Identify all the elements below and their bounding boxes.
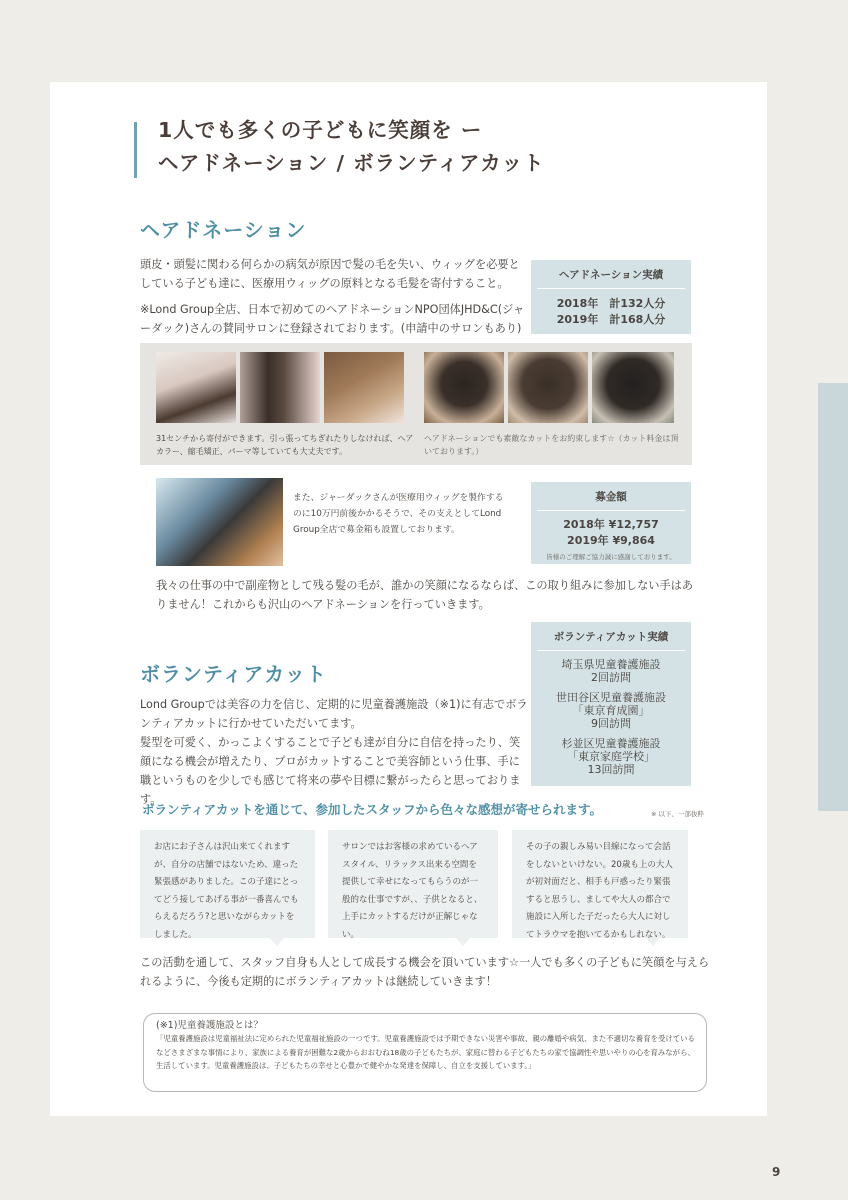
volunteer-results-box bbox=[531, 622, 691, 786]
volunteer-results-title: ボランティアカット実績 bbox=[537, 622, 685, 651]
photo-caption-right: ヘアドネーションでも素敵なカットをお約束します☆（カット料金は頂いております。） bbox=[424, 434, 679, 456]
hair-donation-closing: 我々の仕事の中で副産物として残る髪の毛が、誰かの笑顔になるならば、この取り組みに参加しない手はありません！これからも沢山のヘアドネーションを行っていきます。 bbox=[156, 579, 694, 611]
photo-cut-hair-bundles bbox=[156, 352, 236, 423]
volunteer-cut-purpose: 髪型を可愛く、かっこよくすることで子ども達が自分に自信を持ったり、笑顔になる機会が増えたり、プロがカットすることで美容師という仕事、手に職というものを少しでも感じて将来の夢や目標に繋がったらと思っております。 bbox=[140, 736, 521, 806]
facility-subname: 「東京家庭学校」 bbox=[567, 750, 655, 763]
hair-donation-heading: ヘアドネーション bbox=[140, 218, 307, 242]
photo-long-hair bbox=[324, 352, 404, 423]
fund-2018: 2018年 ¥12,757 bbox=[563, 518, 659, 531]
visit-count: 13回訪問 bbox=[587, 763, 635, 776]
photo-caption-left: 31センチから寄付ができます。引っ張ってちぎれたりしなければ、ヘアカラー、縮毛矯正、パーマ等していても大丈夫です。 bbox=[156, 434, 414, 456]
bubble-tail bbox=[646, 938, 660, 946]
page-number: 9 bbox=[772, 1165, 781, 1179]
hair-donation-note: ※Lond Group全店、日本で初めてのヘアドネーションNPO団体JHD&C(ジャーダック)さんの賛同サロンに登録されております。(申請中のサロンもあり) bbox=[140, 303, 525, 335]
visit-count: 9回訪問 bbox=[591, 717, 631, 730]
fund-box-title: 募金額 bbox=[537, 482, 685, 511]
facility-name: 世田谷区児童養護施設 bbox=[556, 691, 666, 704]
hair-donation-results-title: ヘアドネーション実績 bbox=[537, 260, 685, 289]
fund-box bbox=[531, 482, 691, 564]
title-accent-bar bbox=[134, 122, 137, 178]
fund-2019: 2019年 ¥9,864 bbox=[567, 534, 655, 547]
visit-count: 2回訪問 bbox=[591, 671, 631, 684]
hair-donation-results-box bbox=[531, 260, 691, 334]
photo-hair-tied bbox=[240, 352, 320, 423]
title-line-1: 1人でも多くの子どもに笑顔を ー bbox=[158, 118, 483, 142]
facility-name: 杉並区児童養護施設 bbox=[561, 737, 661, 750]
volunteer-cut-closing: この活動を通して、スタッフ自身も人として成長する機会を頂いています☆一人でも多くの子どもに笑顔を与えられるように、今後も定期的にボランティアカットは継続していきます！ bbox=[140, 956, 710, 988]
hair-donation-description: 頭皮・頭髪に関わる何らかの病気が原因で髪の毛を失い、ウィッグを必要としている子ども達に、医療用ウィッグの原料となる毛髪を寄付すること。 bbox=[140, 258, 520, 290]
page-title bbox=[158, 114, 545, 180]
volunteer-cut-intro: Lond Groupでは美容の力を信じ、定期的に児童養護施設（※1)に有志でボランティアカットに行かせていただいてます。 bbox=[140, 698, 528, 730]
facility-subname: 「東京育成園」 bbox=[572, 704, 650, 717]
volunteer-result-setagaya bbox=[531, 691, 691, 730]
fund-note: また、ジャーダックさんが医療用ウィッグを製作するのに10万円前後かかるそうで、その支えとしてLond Group全店で募金箱も設置しております。 bbox=[293, 493, 504, 535]
impression-text: その子の親しみ易い目線になって会話をしないといけない。20歳も上の大人が初対面だと、相手も戸惑ったり緊張すると思うし、ましてや大人の都合で施設に入所した子だったら大人に対してトラウマを抱いてるかもしれない。 bbox=[526, 842, 673, 940]
impressions-note: ※ 以下、一部抜粋 bbox=[651, 810, 705, 818]
impressions-heading: ボランティアカットを通じて、参加したスタッフから色々な感想が寄せられます。 bbox=[142, 802, 603, 817]
photo-bob-cut-short bbox=[592, 352, 674, 423]
fund-thanks-note: 皆様のご理解ご協力誠に感謝しております。 bbox=[546, 553, 676, 561]
impression-text: サロンではお客様の求めているヘアスタイル、リラックス出来る空間を提供して幸せになってもらうのが一般的な仕事ですが、、子供となると、上手にカットするだけが正解じゃない。 bbox=[342, 842, 483, 940]
footnote-box bbox=[143, 1013, 707, 1092]
impression-text: お店にお子さんは沢山来てくれますが、自分の店舗ではないため、違った緊張感がありました。この子達にとってどう接してあげる事が一番喜んでもらえるだろう?と思いながらカットをしました。 bbox=[154, 842, 299, 940]
side-tab-strip bbox=[818, 383, 848, 811]
volunteer-cut-heading: ボランティアカット bbox=[140, 662, 327, 686]
photo-bob-cut-back bbox=[424, 352, 504, 423]
bubble-tail bbox=[270, 938, 284, 946]
speech-bubble bbox=[512, 830, 688, 938]
title-line-2: ヘアドネーション / ボランティアカット bbox=[158, 151, 545, 175]
speech-bubble bbox=[140, 830, 315, 938]
hair-donation-result-2018: 2018年 計132人分 bbox=[556, 297, 666, 310]
bubble-tail bbox=[456, 938, 470, 946]
facility-name: 埼玉県児童養護施設 bbox=[561, 658, 661, 671]
footnote-title: (※1)児童養護施設とは？ bbox=[156, 1020, 263, 1031]
photo-donation-box bbox=[156, 478, 283, 566]
photo-bob-cut-wavy bbox=[508, 352, 588, 423]
volunteer-result-saitama bbox=[531, 658, 691, 684]
speech-bubble bbox=[328, 830, 498, 938]
footnote-body: 「児童養護施設は児童福祉法に定められた児童福祉施設の一つです。児童養護施設では予期できない災害や事故、親の離婚や病気、また不適切な養育を受けているなどさまざまな事情により、家族による養育が困難な2歳からおおむね18歳の子どもたちが、家庭に替わる子どもたちの家で協調性や思いやりの心を育みながら、生活しています。児童養護施設は、子どもたちの幸せと心豊かで健やかな発達を保障し、自立を支援しています。」 bbox=[156, 1034, 695, 1070]
volunteer-result-suginami bbox=[531, 737, 691, 776]
hair-donation-result-2019: 2019年 計168人分 bbox=[556, 313, 666, 326]
